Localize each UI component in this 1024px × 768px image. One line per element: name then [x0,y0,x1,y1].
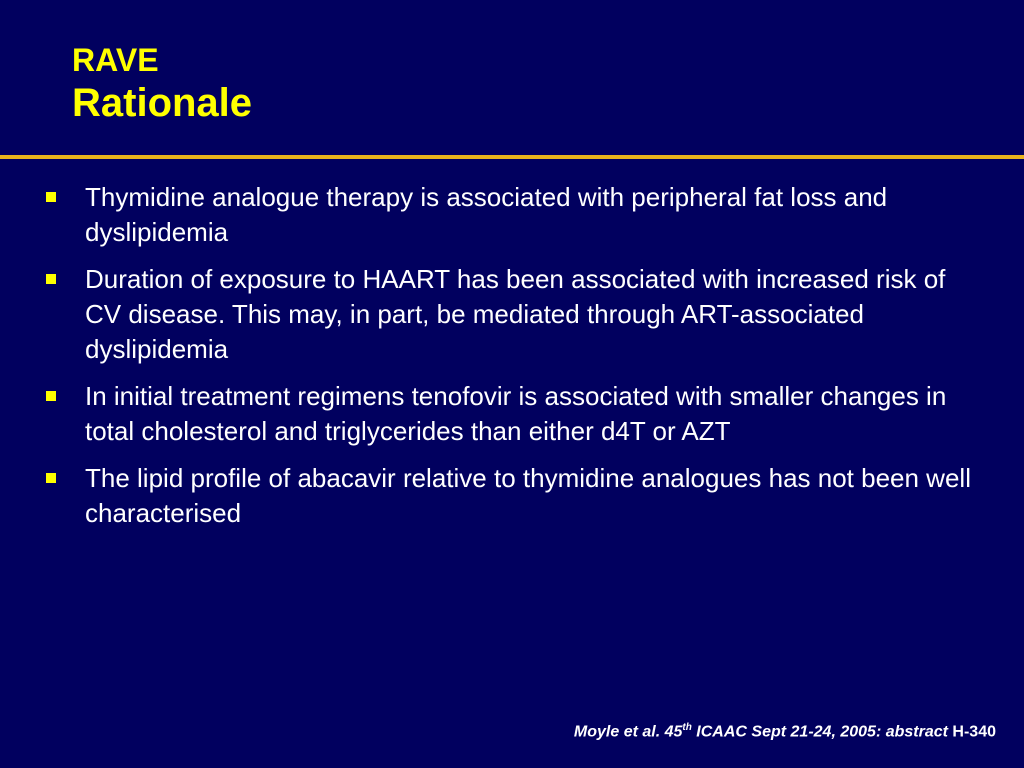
bullet-item [44,379,984,449]
square-bullet-icon [46,192,56,202]
citation-conference: ICAAC Sept 21-24, 2005: abstract [691,723,948,741]
bullet-item [44,180,984,250]
bullet-list [44,180,984,543]
citation-authors: Moyle et al. 45 [573,723,683,741]
bullet-text: Duration of exposure to HAART has been associated with increased risk of CV disease. This may, in part, be mediated through ART-associated dyslipidemia [85,264,946,364]
bullet-text: In initial treatment regimens tenofovir is associated with smaller changes in total cholesterol and triglycerides than either d4T or AZT [85,381,947,446]
bullet-item [44,262,984,367]
citation [574,722,996,741]
square-bullet-icon [46,473,56,483]
square-bullet-icon [46,274,56,284]
bullet-item [44,461,984,531]
title-divider [0,155,1024,159]
bullet-text: The lipid profile of abacavir relative to thymidine analogues has not been well characterised [85,463,971,528]
square-bullet-icon [46,391,56,401]
title-line-2: Rationale [72,81,253,125]
bullet-text: Thymidine analogue therapy is associated with peripheral fat loss and dyslipidemia [85,182,888,247]
slide-title [72,42,252,126]
citation-abstract-id: H-340 [947,723,996,741]
citation-superscript: th [682,722,692,733]
title-line-1: RAVE [72,42,159,78]
